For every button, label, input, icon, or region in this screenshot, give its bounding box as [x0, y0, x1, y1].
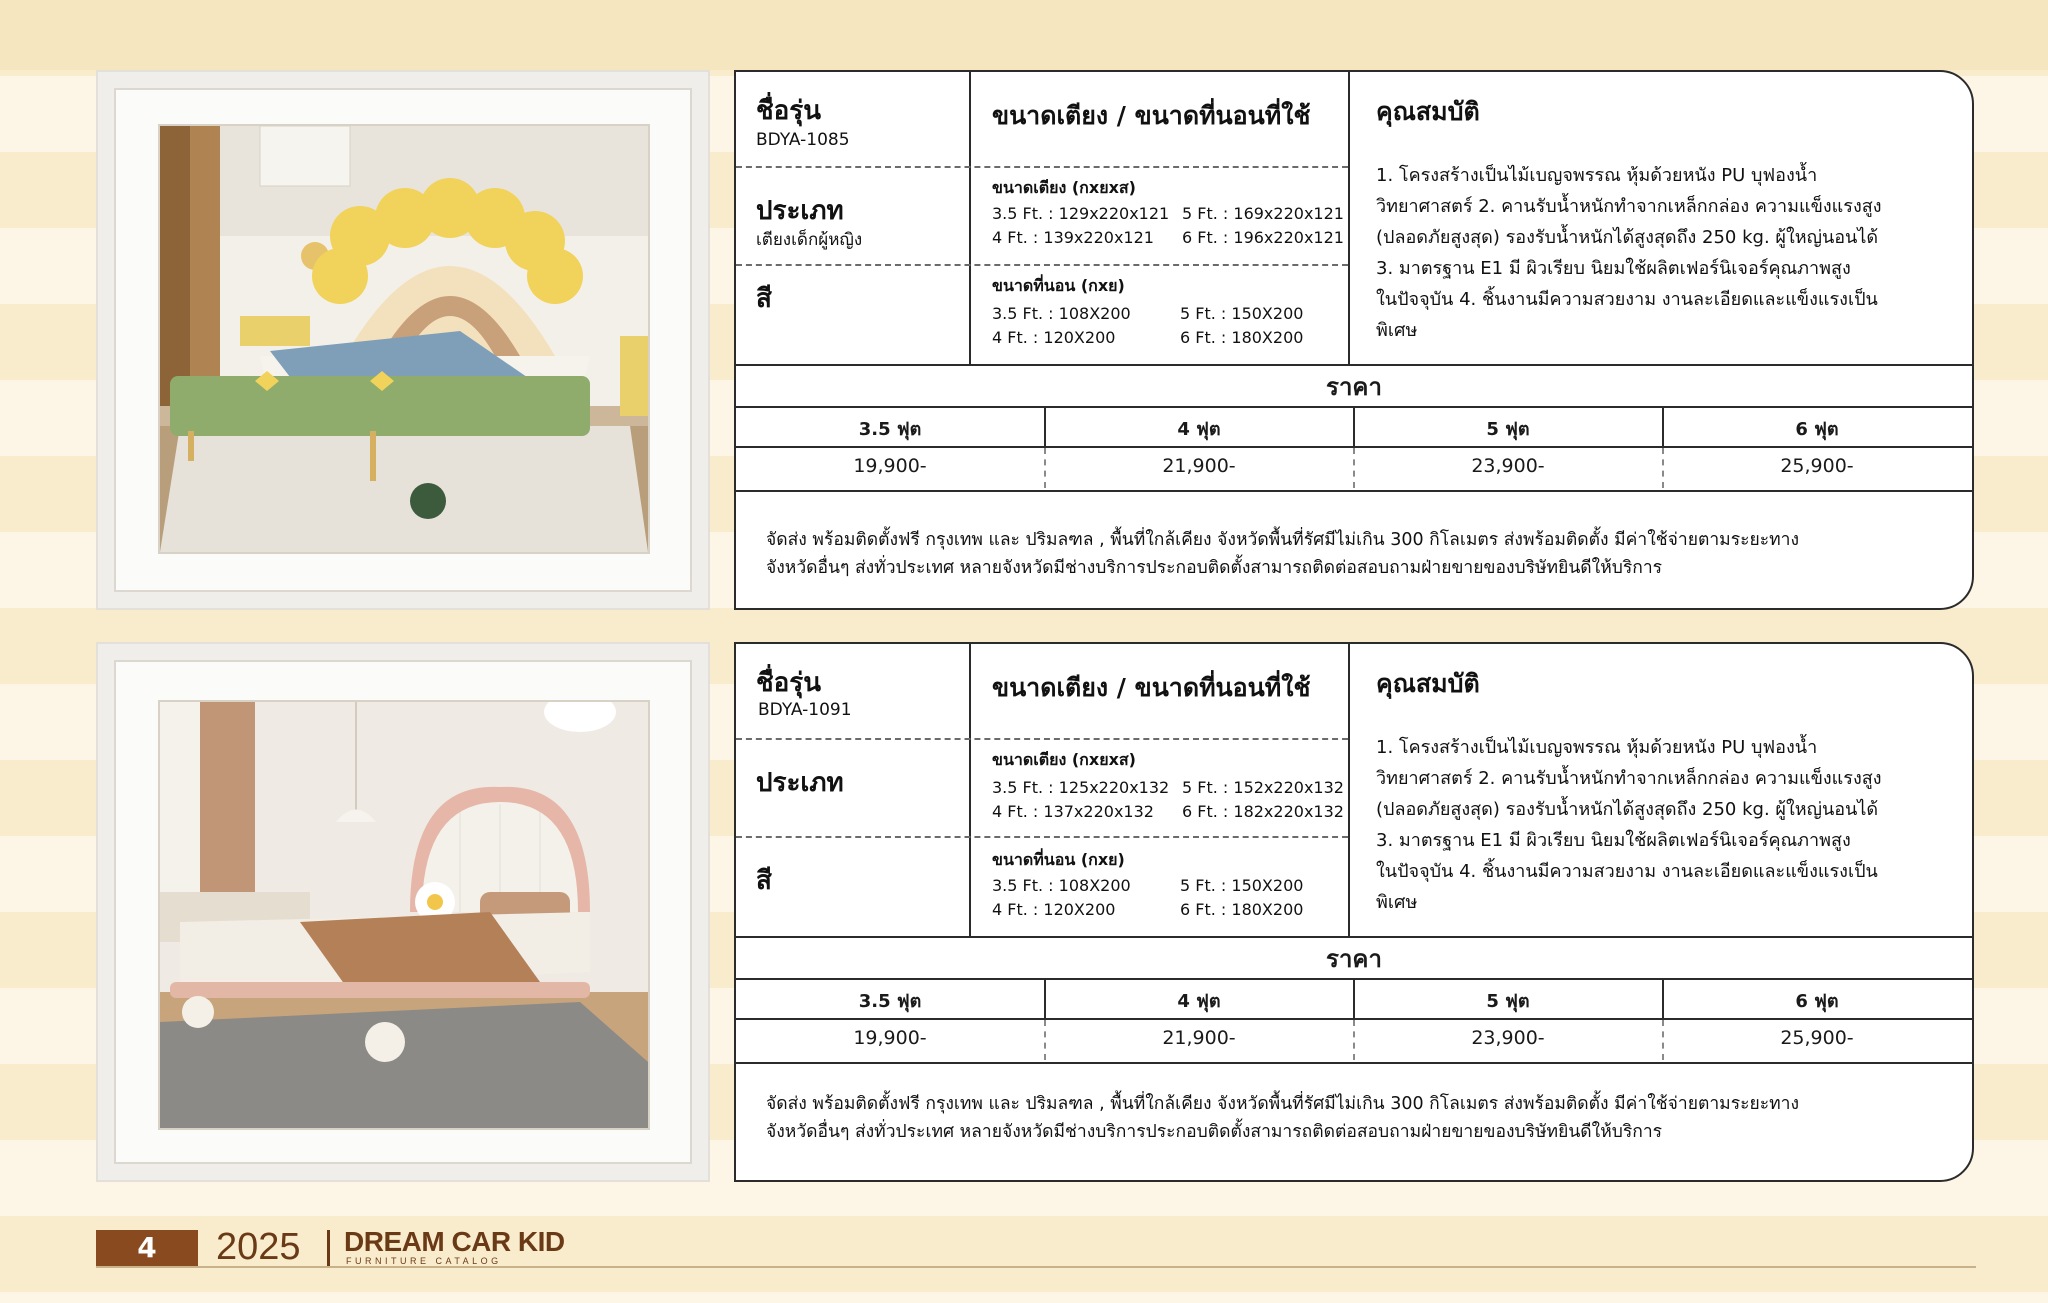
price-5: 23,900-	[1471, 455, 1545, 477]
product-spec-table	[734, 642, 1974, 1182]
mattress-size-4: 4 Ft. : 120X200	[992, 900, 1116, 919]
divider	[736, 836, 1348, 838]
delivery-note-line: จังหวัดอื่นๆ ส่งทั่วประเทศ หลายจังหวัดมีช่างบริการประกอบติดตั้งสามารถติดต่อสอบถามฝ่ายขายของบริษัทยินดีให้บริการ	[766, 1122, 1663, 1142]
price-col-4: 4 ฟุต	[1177, 419, 1221, 440]
price-col-6: 6 ฟุต	[1795, 419, 1839, 440]
feature-line: วิทยาศาสตร์ 2. คานรับน้ำหนักทำจากเหล็กกล่อง ความแข็งแรงสูง	[1376, 768, 1882, 789]
divider	[1348, 72, 1350, 364]
mattress-size-6: 6 Ft. : 180X200	[1180, 900, 1304, 919]
model-code: BDYA-1091	[758, 700, 852, 720]
mattress-size-5: 5 Ft. : 150X200	[1180, 304, 1304, 323]
delivery-note-line: จังหวัดอื่นๆ ส่งทั่วประเทศ หลายจังหวัดมีช่างบริการประกอบติดตั้งสามารถติดต่อสอบถามฝ่ายขายของบริษัทยินดีให้บริการ	[766, 558, 1663, 578]
feature-line: 3. มาตรฐาน E1 มี ผิวเรียบ นิยมใช้ผลิตเฟอร์นิเจอร์คุณภาพสูง	[1376, 258, 1851, 279]
divider	[736, 406, 1974, 408]
features-heading: คุณสมบัติ	[1376, 97, 1480, 126]
features-list	[1376, 160, 1916, 346]
feature-line: 3. มาตรฐาน E1 มี ผิวเรียบ นิยมใช้ผลิตเฟอร์นิเจอร์คุณภาพสูง	[1376, 830, 1851, 851]
divider	[736, 1018, 1974, 1020]
brand-logo-text: DREAM CAR KID	[344, 1226, 565, 1257]
delivery-note	[766, 1090, 1799, 1146]
type-label: ประเภท	[756, 196, 844, 226]
footer-separator	[327, 1230, 330, 1266]
divider	[736, 264, 1348, 266]
type-value: เตียงเด็กผู้หญิง	[756, 230, 863, 250]
type-label: ประเภท	[756, 768, 844, 798]
features-heading: คุณสมบัติ	[1376, 669, 1480, 698]
product-spec-table	[734, 70, 1974, 610]
bed-size-4: 4 Ft. : 139x220x121	[992, 228, 1154, 247]
bed-size-35: 3.5 Ft. : 125x220x132	[992, 778, 1170, 797]
price-heading: ราคา	[1326, 945, 1382, 973]
mattress-size-4: 4 Ft. : 120X200	[992, 328, 1116, 347]
feature-line: ในปัจจุบัน 4. ชิ้นงานมีความสวยงาม งานละเอียดและแข็งแรงเป็นพิเศษ	[1376, 289, 1878, 341]
price-col-4: 4 ฟุต	[1177, 991, 1221, 1012]
price-6: 25,900-	[1780, 455, 1854, 477]
price-col-35: 3.5 ฟุต	[858, 419, 922, 440]
feature-line: 1. โครงสร้างเป็นไม้เบญจพรรณ หุ้มด้วยหนัง PU บุฟองน้ำ	[1376, 165, 1818, 186]
color-label: สี	[756, 866, 772, 896]
price-heading: ราคา	[1326, 373, 1382, 401]
feature-line: (ปลอดภัยสูงสุด) รองรับน้ำหนักได้สูงสุดถึง 250 kg. ผู้ใหญ่นอนได้	[1376, 227, 1879, 248]
delivery-note	[766, 526, 1799, 582]
divider	[736, 738, 1348, 740]
bed-size-5: 5 Ft. : 169x220x121	[1182, 204, 1344, 223]
bed-size-5: 5 Ft. : 152x220x132	[1182, 778, 1344, 797]
product-photo-bed-shell-pink	[160, 702, 648, 1128]
mattress-size-35: 3.5 Ft. : 108X200	[992, 304, 1131, 323]
divider	[736, 978, 1974, 980]
divider	[736, 446, 1974, 448]
mattress-size-6: 6 Ft. : 180X200	[1180, 328, 1304, 347]
page-number: 4	[96, 1230, 198, 1266]
model-label: ชื่อรุ่น	[756, 96, 821, 126]
price-5: 23,900-	[1471, 1027, 1545, 1049]
price-col-5: 5 ฟุต	[1486, 991, 1530, 1012]
delivery-note-line: จัดส่ง พร้อมติดตั้งฟรี กรุงเทพ และ ปริมลฑล , พื้นที่ใกล้เคียง จังหวัดพื้นที่รัศมีไม่เกิน 300 กิโลเมตร ส่งพร้อมติดตั้ง มีค่าใช้จ่ายตามระยะทาง	[766, 530, 1800, 550]
footer-rule	[96, 1266, 1976, 1268]
product-photo-bed-flower-yellow	[160, 126, 648, 552]
price-6: 25,900-	[1780, 1027, 1854, 1049]
mattress-size-label: ขนาดที่นอน (กxย)	[992, 850, 1125, 869]
mattress-size-35: 3.5 Ft. : 108X200	[992, 876, 1131, 895]
price-col-35: 3.5 ฟุต	[858, 991, 922, 1012]
product-card-2	[0, 642, 2048, 1182]
divider	[1348, 644, 1350, 936]
bed-size-label: ขนาดเตียง (กxยxส)	[992, 178, 1136, 197]
color-label: สี	[756, 284, 772, 314]
bed-size-label: ขนาดเตียง (กxยxส)	[992, 750, 1136, 769]
price-col-5: 5 ฟุต	[1486, 419, 1530, 440]
product-photo-frame	[96, 642, 710, 1182]
top-band	[0, 0, 2048, 70]
price-col-6: 6 ฟุต	[1795, 991, 1839, 1012]
divider	[736, 1062, 1974, 1064]
feature-line: (ปลอดภัยสูงสุด) รองรับน้ำหนักได้สูงสุดถึง 250 kg. ผู้ใหญ่นอนได้	[1376, 799, 1879, 820]
size-heading: ขนาดเตียง / ขนาดที่นอนที่ใช้	[992, 673, 1311, 702]
divider	[736, 166, 1348, 168]
divider	[969, 644, 971, 936]
mattress-size-label: ขนาดที่นอน (กxย)	[992, 276, 1125, 295]
features-list	[1376, 732, 1916, 918]
bed-size-6: 6 Ft. : 182x220x132	[1182, 802, 1344, 821]
size-heading: ขนาดเตียง / ขนาดที่นอนที่ใช้	[992, 101, 1311, 130]
price-35: 19,900-	[853, 455, 927, 477]
catalog-year: 2025	[216, 1226, 301, 1268]
mattress-size-5: 5 Ft. : 150X200	[1180, 876, 1304, 895]
divider	[736, 364, 1974, 366]
price-4: 21,900-	[1162, 455, 1236, 477]
product-card-1	[0, 70, 2048, 610]
divider	[969, 72, 971, 364]
model-code: BDYA-1085	[756, 130, 850, 150]
feature-line: ในปัจจุบัน 4. ชิ้นงานมีความสวยงาม งานละเอียดและแข็งแรงเป็นพิเศษ	[1376, 861, 1878, 913]
feature-line: วิทยาศาสตร์ 2. คานรับน้ำหนักทำจากเหล็กกล่อง ความแข็งแรงสูง	[1376, 196, 1882, 217]
bed-size-4: 4 Ft. : 137x220x132	[992, 802, 1154, 821]
product-photo-frame	[96, 70, 710, 610]
brand-subtitle: FURNITURE CATALOG	[346, 1256, 502, 1266]
divider	[736, 936, 1974, 938]
divider	[736, 490, 1974, 492]
price-35: 19,900-	[853, 1027, 927, 1049]
bed-size-35: 3.5 Ft. : 129x220x121	[992, 204, 1170, 223]
price-4: 21,900-	[1162, 1027, 1236, 1049]
delivery-note-line: จัดส่ง พร้อมติดตั้งฟรี กรุงเทพ และ ปริมลฑล , พื้นที่ใกล้เคียง จังหวัดพื้นที่รัศมีไม่เกิน 300 กิโลเมตร ส่งพร้อมติดตั้ง มีค่าใช้จ่ายตามระยะทาง	[766, 1094, 1800, 1114]
bed-size-6: 6 Ft. : 196x220x121	[1182, 228, 1344, 247]
model-label: ชื่อรุ่น	[756, 668, 821, 698]
feature-line: 1. โครงสร้างเป็นไม้เบญจพรรณ หุ้มด้วยหนัง PU บุฟองน้ำ	[1376, 737, 1818, 758]
